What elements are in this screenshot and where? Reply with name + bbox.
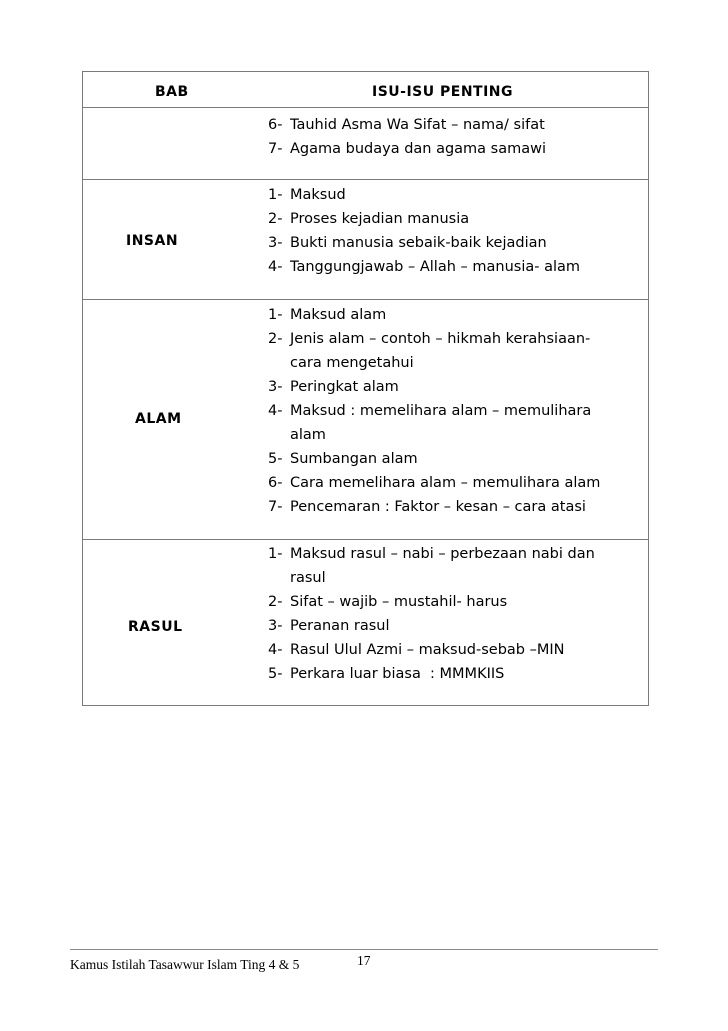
list-item: 1- Maksud rasul – nabi – perbezaan nabi dan [268, 546, 595, 562]
list-item: 2- Jenis alam – contoh – hikmah kerahsiaan- [268, 331, 591, 347]
page-number: 17 [357, 953, 371, 968]
header-isu-penting: ISU-ISU PENTING [372, 84, 514, 100]
list-item: 4- Rasul Ulul Azmi – maksud-sebab –MIN [268, 642, 565, 658]
footer-title: Kamus Istilah Tasawwur Islam Ting 4 & 5 [70, 957, 300, 972]
row-3-list [268, 542, 595, 686]
list-item: 6- Tauhid Asma Wa Sifat – nama/ sifat [268, 117, 545, 133]
row-divider [83, 539, 648, 540]
list-item: alam [290, 427, 326, 443]
bab-insan: INSAN [126, 233, 179, 249]
list-item: 4- Tanggungjawab – Allah – manusia- alam [268, 259, 580, 275]
list-item: 1- Maksud alam [268, 307, 387, 323]
table-border-top [83, 71, 648, 72]
footer-divider [70, 949, 658, 950]
list-item: 2- Sifat – wajib – mustahil- harus [268, 594, 508, 610]
row-1-list [268, 183, 580, 279]
list-item: 7- Pencemaran : Faktor – kesan – cara atasi [268, 499, 586, 515]
bab-rasul: RASUL [128, 619, 183, 635]
list-item: 5- Perkara luar biasa : MMMKIIS [268, 666, 505, 682]
row-2-list [268, 303, 600, 519]
header-bab: BAB [155, 84, 189, 100]
list-item: 1- Maksud [268, 187, 346, 203]
list-item: 2- Proses kejadian manusia [268, 211, 470, 227]
row-divider [83, 299, 648, 300]
list-item: rasul [290, 570, 326, 586]
table-border-bottom [83, 705, 648, 706]
bab-alam: ALAM [135, 411, 182, 427]
list-item: cara mengetahui [290, 355, 414, 371]
list-item: 4- Maksud : memelihara alam – memulihara [268, 403, 592, 419]
row-divider [83, 179, 648, 180]
list-item: 7- Agama budaya dan agama samawi [268, 141, 547, 157]
header-divider [83, 107, 648, 108]
list-item: 3- Peringkat alam [268, 379, 399, 395]
topics-table [82, 71, 649, 706]
list-item: 3- Bukti manusia sebaik-baik kejadian [268, 235, 547, 251]
list-item: 6- Cara memelihara alam – memulihara alam [268, 475, 601, 491]
list-item: 3- Peranan rasul [268, 618, 390, 634]
row-0-list [268, 113, 546, 161]
list-item: 5- Sumbangan alam [268, 451, 418, 467]
